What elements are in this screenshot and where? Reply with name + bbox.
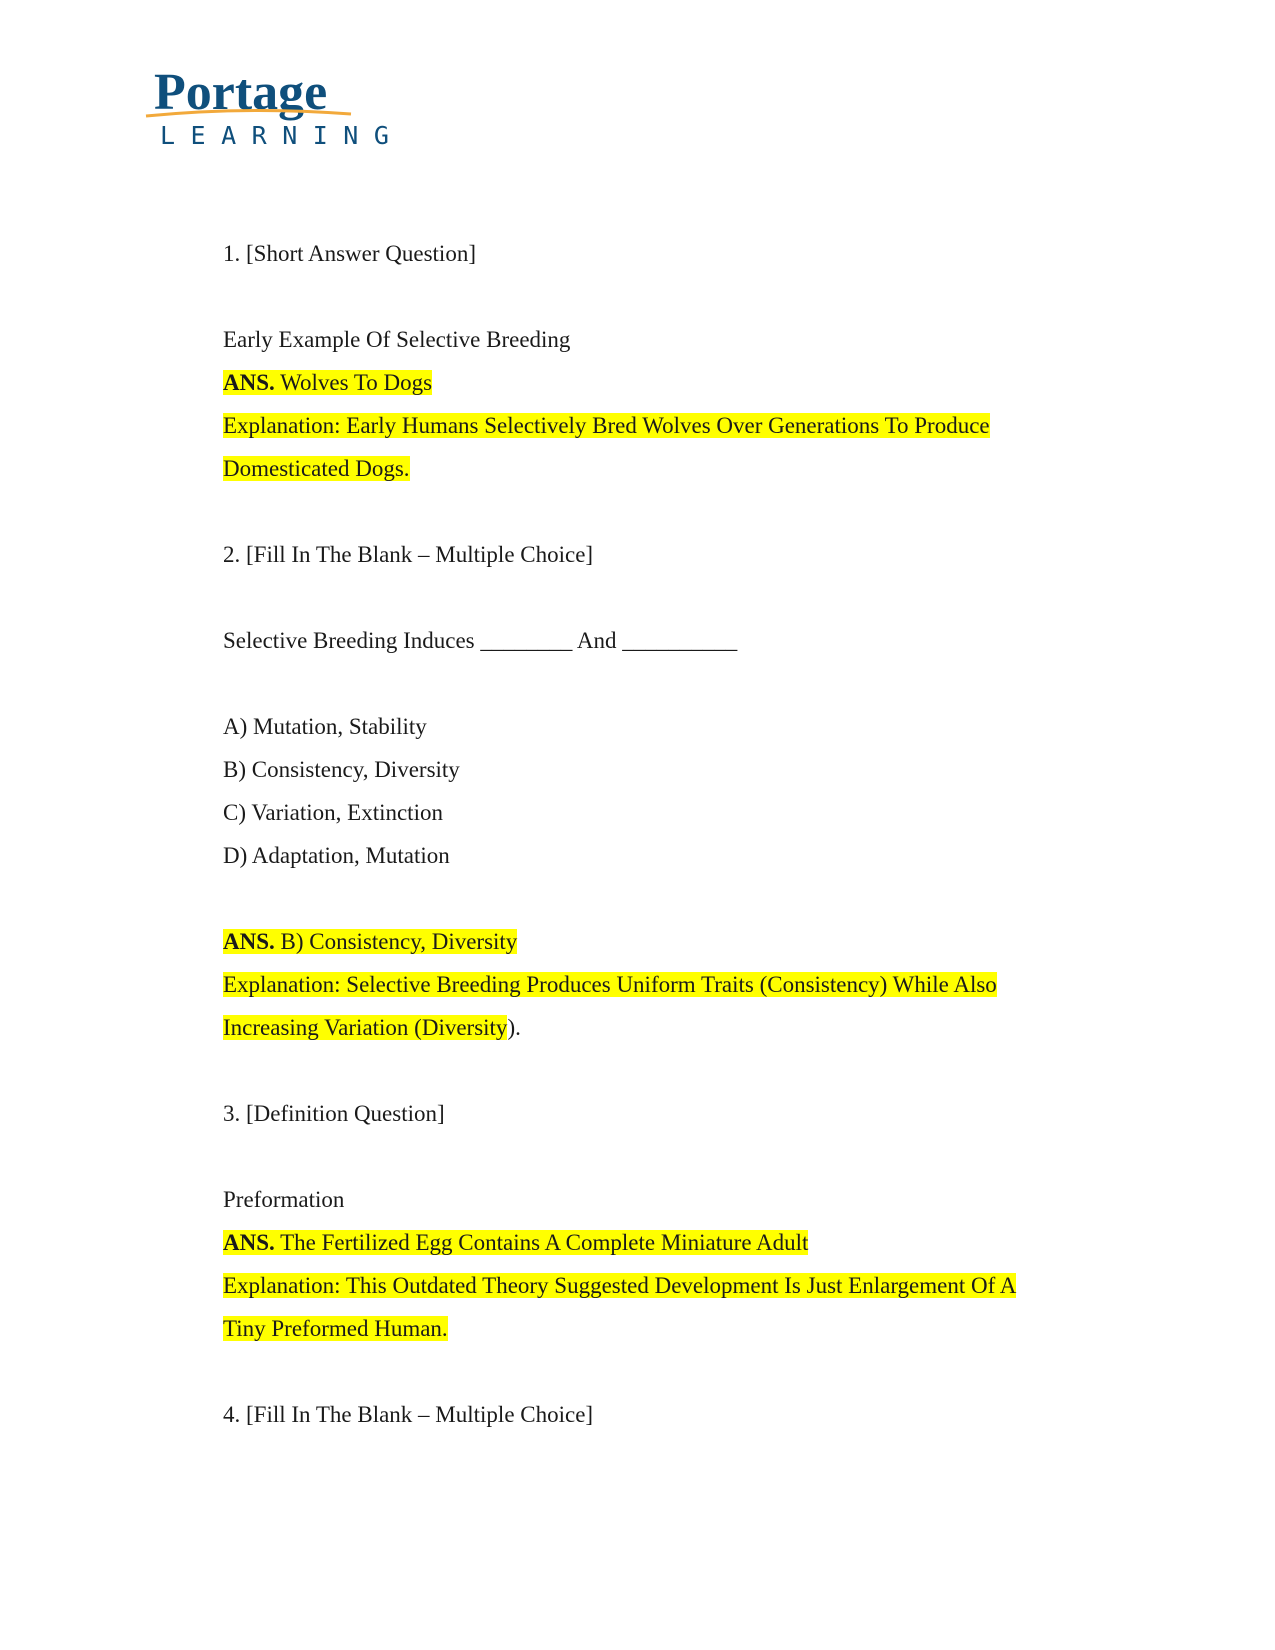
explanation-text: Explanation: Selective Breeding Produces Uniform Traits (Consistency) While Also [223, 972, 997, 997]
explanation-text: Explanation: Early Humans Selectively Bred Wolves Over Generations To Produce [223, 413, 990, 438]
answer-line [223, 1221, 1083, 1264]
logo-word: Portage [154, 64, 328, 121]
explanation-line [223, 963, 1083, 1006]
explanation-line [223, 447, 1083, 490]
question-prompt: Preformation [223, 1187, 345, 1212]
document-body [223, 232, 1083, 1436]
explanation-line [223, 1307, 1083, 1350]
explanation-text: Tiny Preformed Human. [223, 1316, 448, 1341]
explanation-text: Increasing Variation (Diversity [223, 1015, 508, 1040]
answer-text: Wolves To Dogs [274, 370, 433, 395]
answer-label: ANS. [223, 370, 275, 395]
answer-text: B) Consistency, Diversity [274, 929, 518, 954]
answer-line [223, 361, 1083, 404]
question-prompt: Early Example Of Selective Breeding [223, 327, 571, 352]
explanation-text: Domesticated Dogs. [223, 456, 410, 481]
portage-learning-logo [146, 64, 405, 164]
answer-line [223, 920, 1083, 963]
answer-label: ANS. [223, 1230, 275, 1255]
answer-text: The Fertilized Egg Contains A Complete Miniature Adult [274, 1230, 809, 1255]
option-c: C) Variation, Extinction [223, 800, 443, 825]
question-header: 3. [Definition Question] [223, 1101, 445, 1126]
answer-label: ANS. [223, 929, 275, 954]
explanation-line [223, 1006, 1083, 1049]
question-prompt: Selective Breeding Induces ________ And __________ [223, 628, 738, 653]
option-b: B) Consistency, Diversity [223, 757, 460, 782]
explanation-line [223, 1264, 1083, 1307]
question-header: 4. [Fill In The Blank – Multiple Choice] [223, 1402, 594, 1427]
option-a: A) Mutation, Stability [223, 714, 427, 739]
question-header: 2. [Fill In The Blank – Multiple Choice] [223, 542, 594, 567]
logo-graphic [146, 64, 405, 164]
logo-sub: LEARNING [160, 121, 405, 150]
explanation-text: Explanation: This Outdated Theory Suggested Development Is Just Enlargement Of A [223, 1273, 1017, 1298]
explanation-line [223, 404, 1083, 447]
explanation-tail: ). [507, 1015, 521, 1040]
option-d: D) Adaptation, Mutation [223, 843, 450, 868]
question-header: 1. [Short Answer Question] [223, 241, 476, 266]
